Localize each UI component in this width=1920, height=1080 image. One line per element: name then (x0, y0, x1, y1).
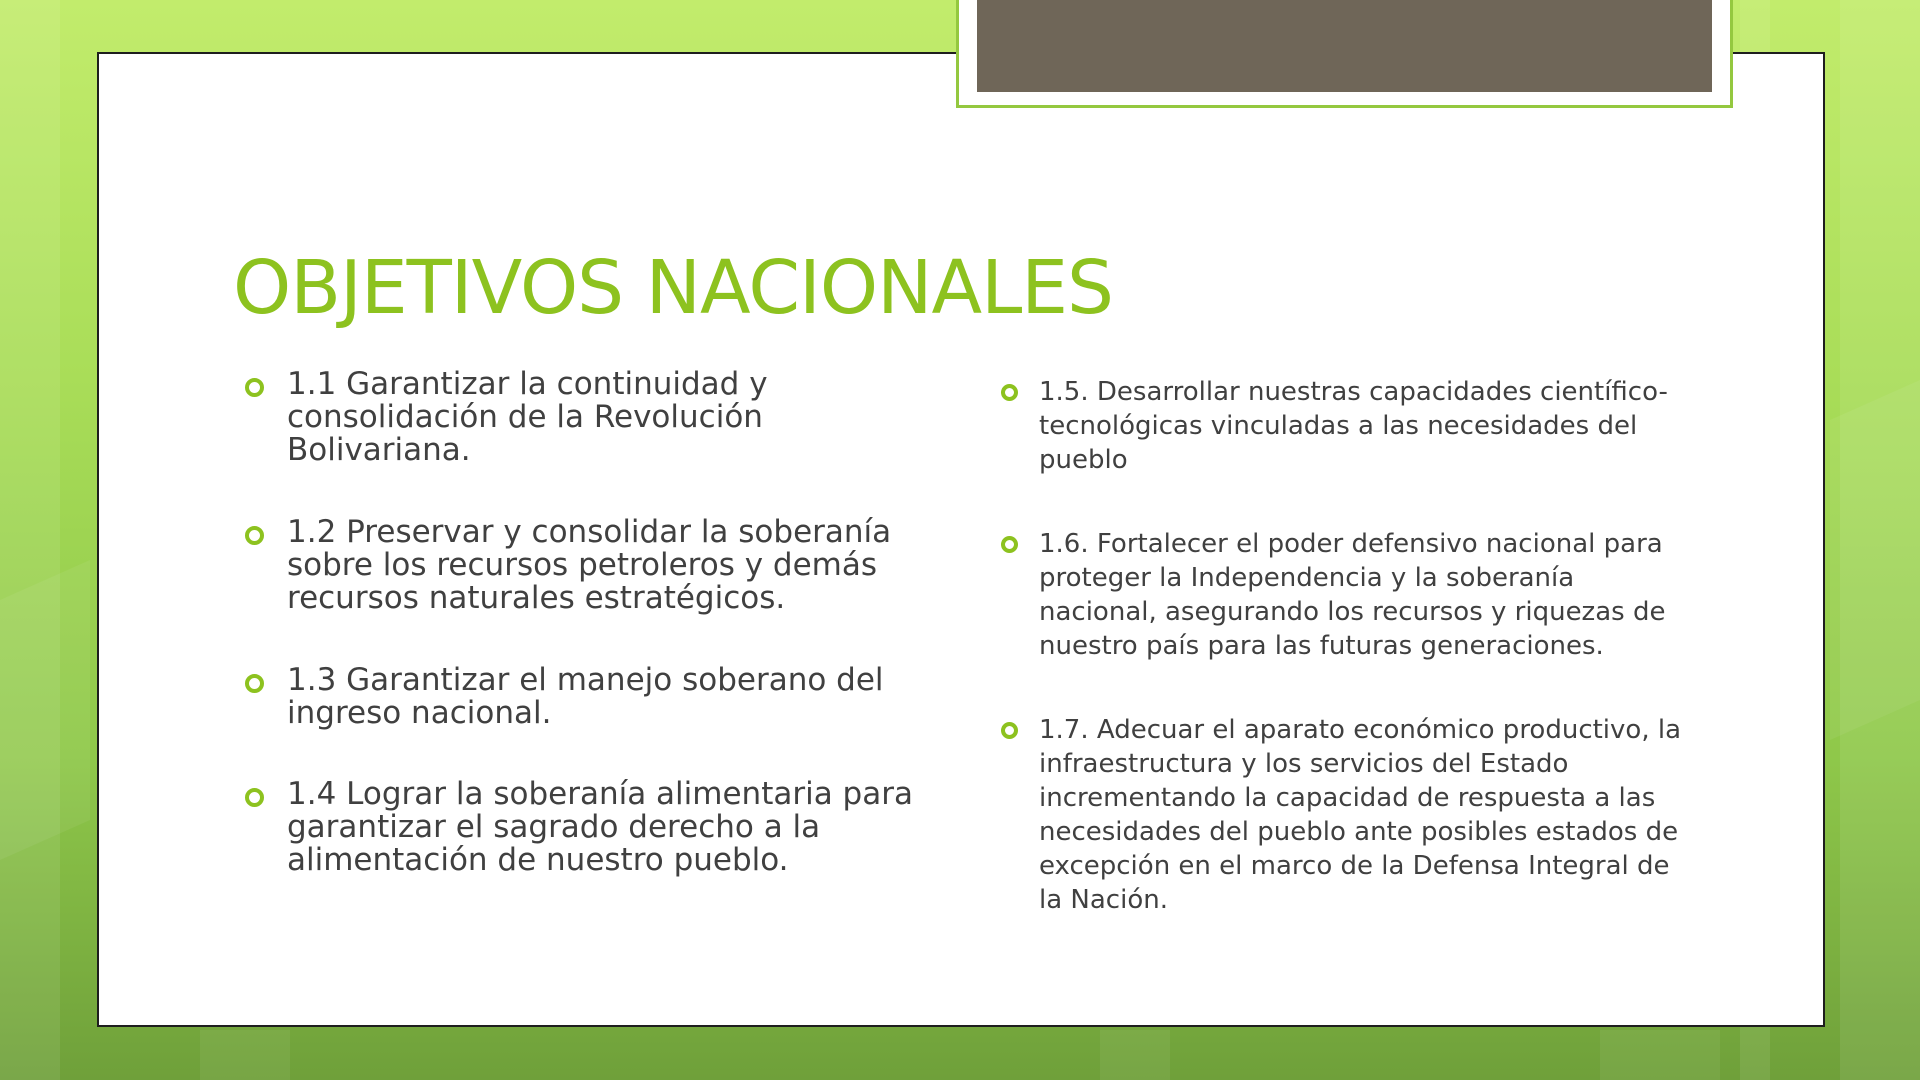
ring-bullet-icon (245, 674, 264, 693)
ring-bullet-icon (245, 526, 264, 545)
list-item (245, 516, 945, 615)
header-decoration-fill (977, 0, 1712, 92)
ring-bullet-icon (1001, 536, 1018, 553)
list-item (997, 713, 1697, 917)
list-item-text: 1.2 Preservar y consolidar la soberanía sobre los recursos petroleros y demás recursos naturales estratégicos. (287, 514, 892, 616)
list-item (997, 375, 1697, 477)
header-decoration-box (956, 0, 1733, 108)
slide-title: OBJETIVOS NACIONALES (233, 245, 1114, 331)
list-item (245, 368, 945, 467)
list-item (245, 664, 945, 730)
list-item-text: 1.5. Desarrollar nuestras capacidades científico-tecnológicas vinculadas a las necesidades del pueblo (1039, 377, 1668, 475)
ring-bullet-icon (245, 378, 264, 397)
left-objectives-list (245, 368, 945, 877)
list-item-text: 1.3 Garantizar el manejo soberano del ingreso nacional. (287, 662, 884, 731)
right-objectives-list (997, 375, 1697, 917)
ring-bullet-icon (245, 788, 264, 807)
list-item-text: 1.7. Adecuar el aparato económico productivo, la infraestructura y los servicios del Estado incrementando la capacidad de respuesta a las necesidades del pueblo ante posibles estados de excepción en el marco de la Defensa Integral de la Nación. (1039, 715, 1682, 915)
ring-bullet-icon (1001, 384, 1018, 401)
list-item-text: 1.4 Lograr la soberanía alimentaria para garantizar el sagrado derecho a la alimentación de nuestro pueblo. (287, 776, 913, 878)
list-item-text: 1.1 Garantizar la continuidad y consolidación de la Revolución Bolivariana. (287, 366, 768, 468)
list-item-text: 1.6. Fortalecer el poder defensivo nacional para proteger la Independencia y la soberanía nacional, asegurando los recursos y riquezas de nuestro país para las futuras generaciones. (1039, 529, 1666, 661)
list-item (245, 778, 945, 877)
list-item (997, 527, 1697, 663)
ring-bullet-icon (1001, 722, 1018, 739)
